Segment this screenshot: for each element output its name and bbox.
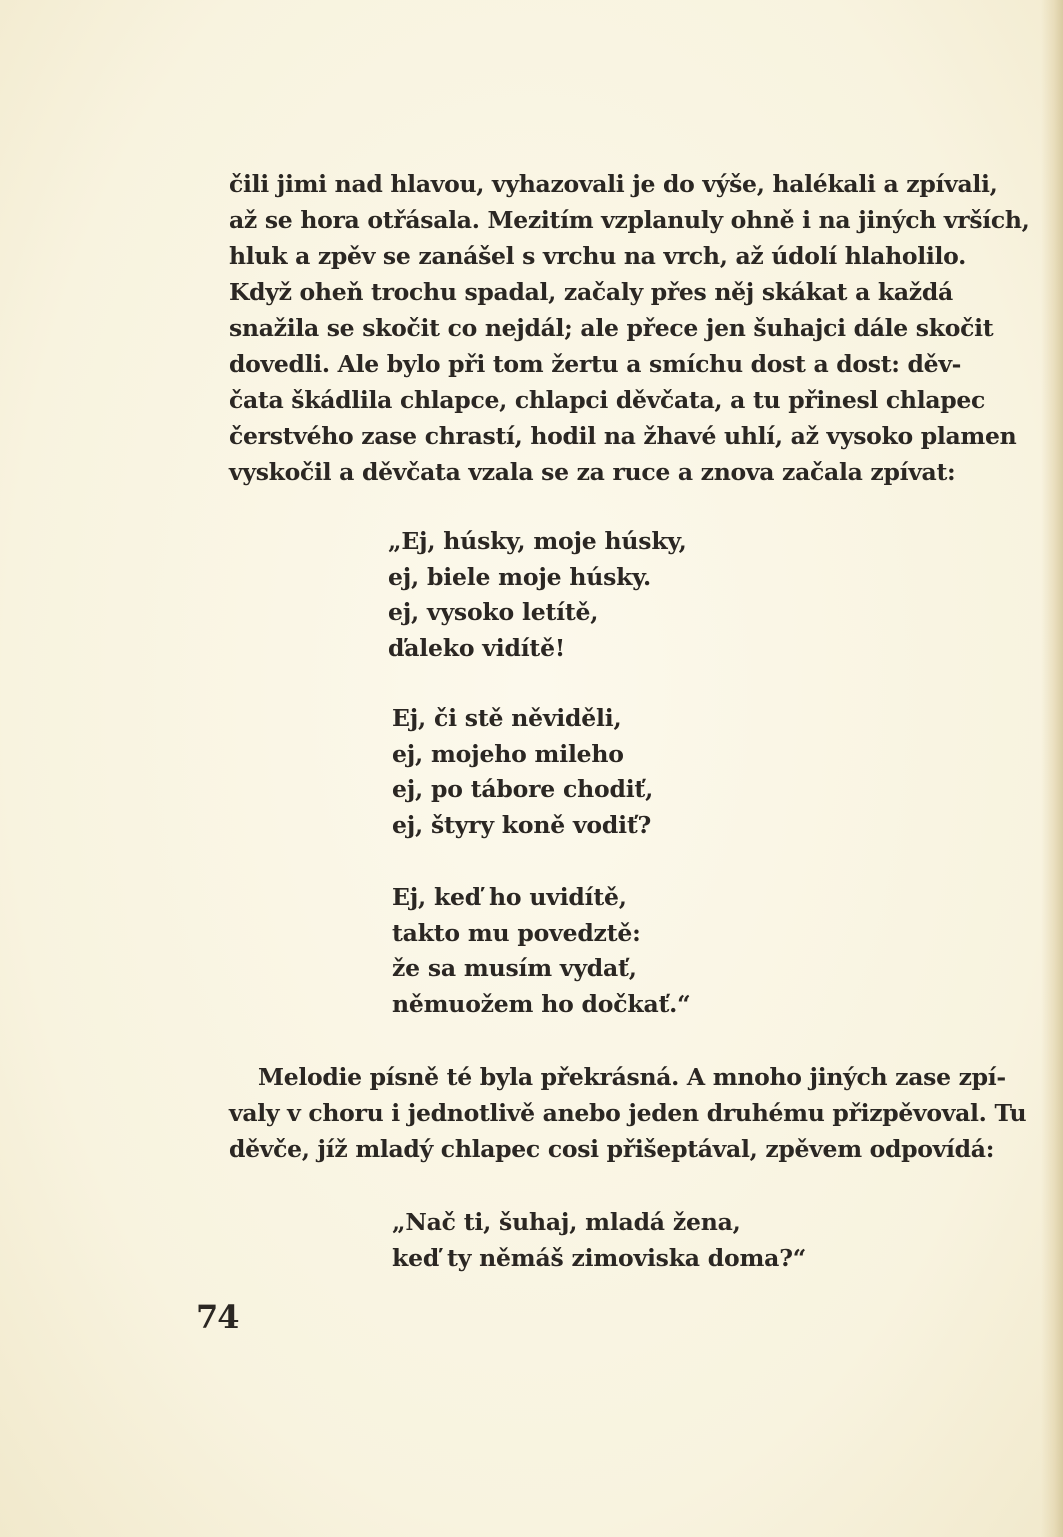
paragraph-2-line: děvče, jíž mladý chlapec cosi přišeptával, zpěvem odpovídá: <box>229 1135 995 1163</box>
verse-line: Ej, či stě něviděli, <box>392 704 622 732</box>
paragraph-1-line: hluk a zpěv se zanášel s vrchu na vrch, až údolí hlaholilo. <box>229 242 966 270</box>
verse-line: Ej, keď ho uvidítě, <box>392 883 627 911</box>
paragraph-1-line: dovedli. Ale bylo při tom žertu a smíchu dost a dost: děv- <box>229 350 962 378</box>
verse-line: že sa musím vydať, <box>392 954 637 982</box>
page-edge-shadow <box>1041 0 1063 1537</box>
paragraph-1-line: Když oheň trochu spadal, začaly přes něj skákat a každá <box>229 278 953 306</box>
song-2 <box>392 1205 806 1276</box>
verse-line: ej, po tábore chodiť, <box>392 775 654 803</box>
paragraph-1-line: čili jimi nad hlavou, vyhazovali je do výše, halékali a zpívali, <box>229 170 998 198</box>
paragraph-2-line: valy v choru i jednotlivě anebo jeden druhému přizpěvoval. Tu <box>229 1099 1027 1127</box>
paragraph-2 <box>229 1059 1027 1167</box>
verse-line: takto mu povedztě: <box>392 918 641 947</box>
paragraph-2-line: Melodie písně té byla překrásná. A mnoho jiných zase zpí- <box>258 1063 1006 1091</box>
verse-line: ej, biele moje húsky. <box>388 562 651 591</box>
paragraph-1-line: čerstvého zase chrastí, hodil na žhavé uhlí, až vysoko plamen <box>229 422 1017 450</box>
paragraph-1 <box>229 166 1030 490</box>
verse-line: němuožem ho dočkať.“ <box>392 989 691 1018</box>
paragraph-1-line: čata škádlila chlapce, chlapci děvčata, a tu přinesl chlapec <box>229 386 986 414</box>
paragraph-1-line: vyskočil a děvčata vzala se za ruce a znova začala zpívat: <box>229 458 956 486</box>
paragraph-1-line: až se hora otřásala. Mezitím vzplanuly ohně i na jiných vrších, <box>229 206 1030 234</box>
verse-line: ej, mojeho mileho <box>392 739 624 768</box>
page-number: 74 <box>196 1298 239 1336</box>
paragraph-1-line: snažila se skočit co nejdál; ale přece jen šuhajci dále skočit <box>229 314 994 342</box>
verse-line: keď ty němáš zimoviska doma?“ <box>392 1243 807 1272</box>
song-1-stanza-1 <box>388 524 687 666</box>
verse-line: ej, štyry koně vodiť? <box>392 810 652 839</box>
song-1-stanza-3 <box>392 880 690 1022</box>
song-1-stanza-2 <box>392 701 653 843</box>
verse-line: „Ej, húsky, moje húsky, <box>388 527 687 555</box>
verse-line: „Nač ti, šuhaj, mladá žena, <box>392 1208 741 1236</box>
verse-line: ej, vysoko letítě, <box>388 598 599 626</box>
verse-line: ďaleko vidítě! <box>388 633 565 662</box>
